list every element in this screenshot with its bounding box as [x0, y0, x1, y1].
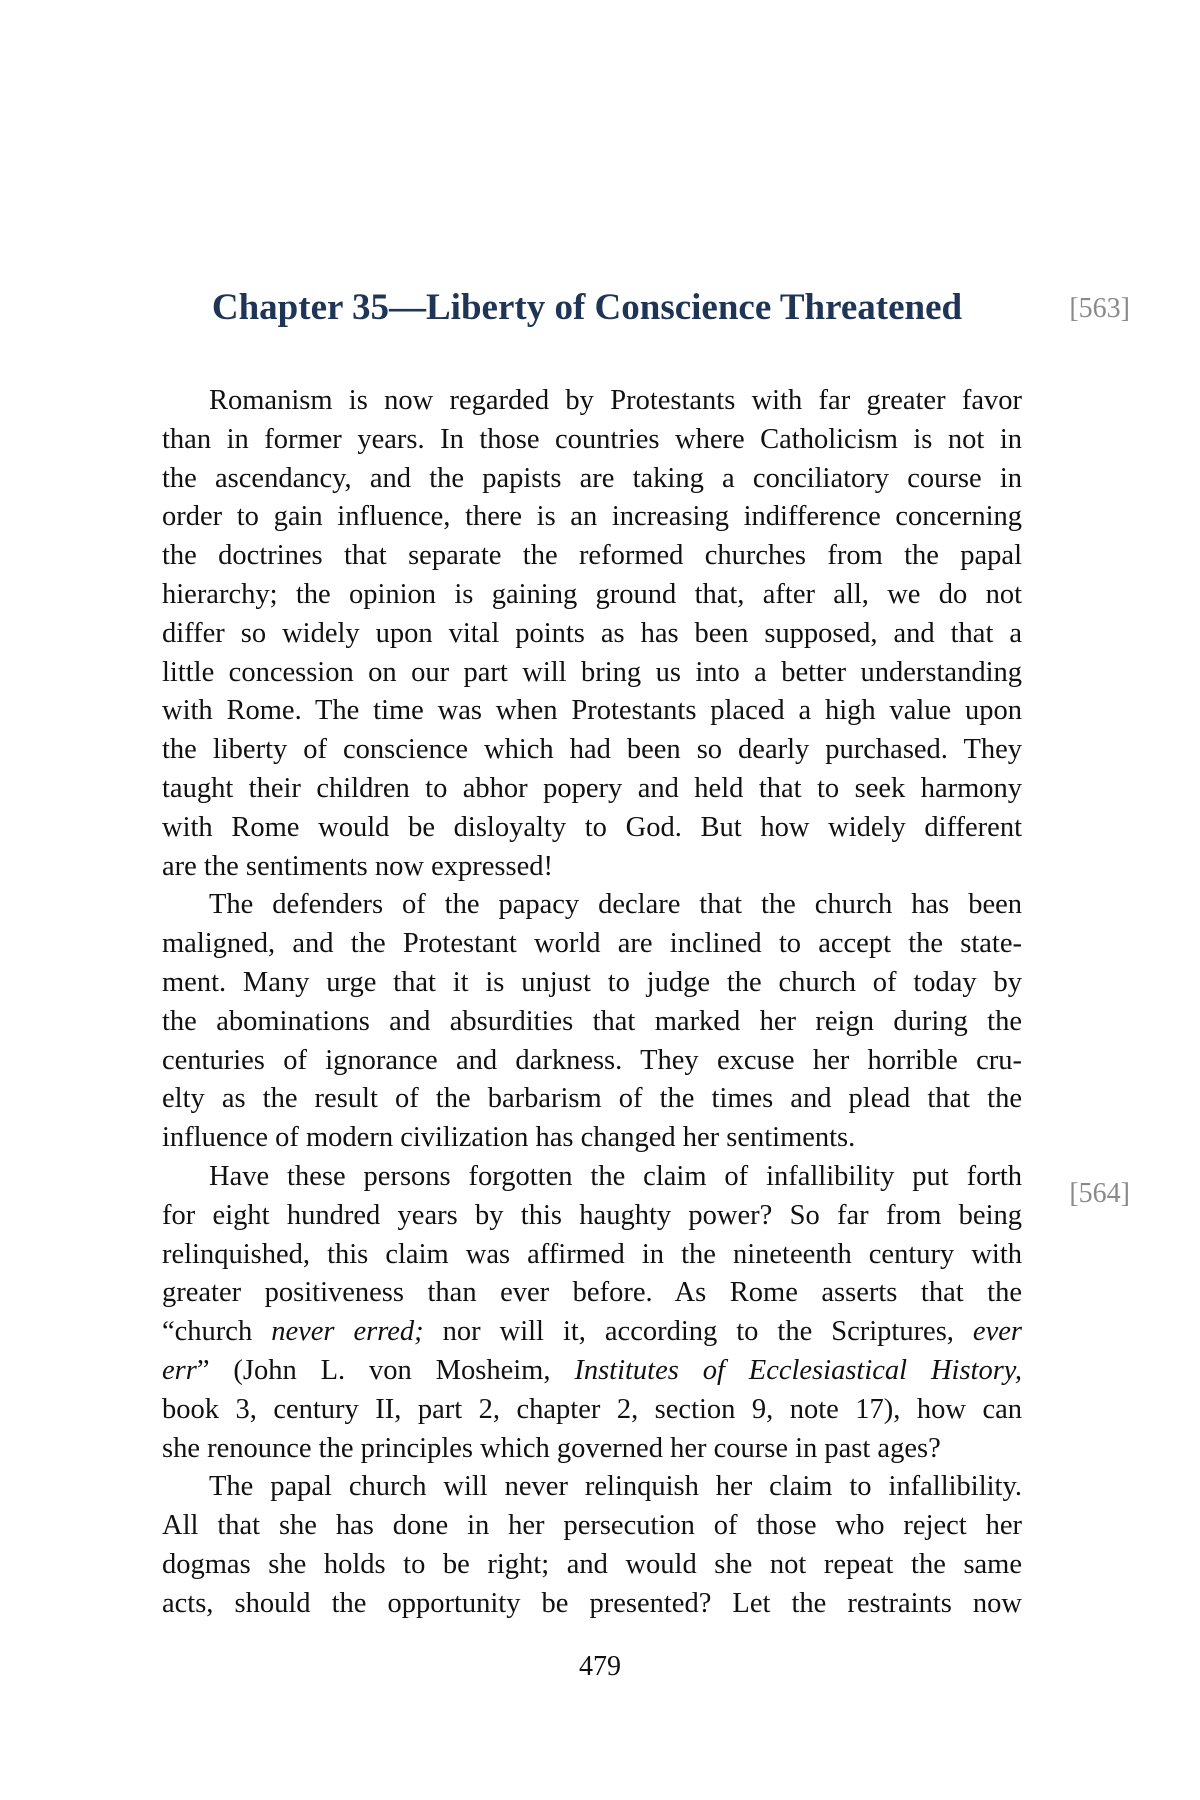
text-line: The defenders of the papacy declare that the church has been — [209, 889, 1022, 921]
text-line: relinquished, this claim was affirmed in the nineteenth century with — [162, 1238, 1022, 1270]
text-line: with Rome. The time was when Protestants placed a high value upon — [162, 695, 1022, 727]
text-line: The papal church will never relinquish her claim to infallibility. — [209, 1471, 1022, 1503]
text-line-with-italics — [162, 1313, 1022, 1352]
page-number: 479 — [579, 1651, 621, 1682]
paragraph-2 — [162, 886, 1022, 1158]
text-line: little concession on our part will bring us into a better understanding — [162, 656, 1022, 688]
text-line: Romanism is now regarded by Protestants with far greater favor — [209, 385, 1022, 416]
text-line: taught their children to abhor popery and held that to seek harmony — [162, 772, 1022, 804]
text-line: ment. Many urge that it is unjust to judge the church of today by — [162, 966, 1022, 998]
text-run: “church — [162, 1316, 272, 1348]
text-line: dogmas she holds to be right; and would she not repeat the same — [162, 1548, 1022, 1580]
text-line: maligned, and the Protestant world are inclined to accept the state- — [162, 928, 1022, 960]
paragraph-1 — [162, 382, 1022, 886]
italic-run: ever — [972, 1316, 1022, 1348]
text-line: Have these persons forgotten the claim of infallibility put forth — [209, 1160, 1022, 1192]
italic-run: never erred; — [271, 1316, 424, 1348]
text-line: greater positiveness than ever before. As Rome asserts that the — [162, 1277, 1022, 1309]
text-line: book 3, century II, part 2, chapter 2, section 9, note 17), how can — [162, 1393, 1022, 1425]
text-run: nor will it, according to the Scriptures, — [423, 1316, 973, 1348]
text-run: ” (John L. von Mosheim, — [196, 1354, 575, 1386]
text-line: centuries of ignorance and darkness. They excuse her horrible cru- — [162, 1044, 1022, 1076]
text-line: are the sentiments now expressed! — [162, 850, 553, 882]
text-line-with-italics — [162, 1352, 1022, 1391]
text-line: the ascendancy, and the papists are taking a conciliatory course in — [162, 462, 1022, 494]
italic-book-title: Institutes of Ecclesiastical History, — [574, 1354, 1023, 1386]
paragraph-4 — [162, 1468, 1022, 1623]
text-line: All that she has done in her persecution of those who reject her — [162, 1510, 1022, 1542]
text-line: the doctrines that separate the reformed churches from the papal — [162, 540, 1022, 572]
text-line: with Rome would be disloyalty to God. But how widely different — [162, 811, 1022, 843]
text-line: influence of modern civilization has changed her sentiments. — [162, 1122, 856, 1154]
marginal-page-ref-564: [564] — [1069, 1178, 1130, 1209]
text-line: order to gain influence, there is an increasing indifference concerning — [162, 501, 1022, 533]
italic-run: err — [162, 1354, 197, 1386]
text-line: the liberty of conscience which had been so dearly purchased. They — [162, 734, 1022, 766]
text-line: acts, should the opportunity be presented? Let the restraints now — [162, 1587, 1022, 1619]
text-line: hierarchy; the opinion is gaining ground that, after all, we do not — [162, 578, 1022, 610]
text-line: differ so widely upon vital points as has been supposed, and that a — [162, 617, 1022, 649]
text-line: than in former years. In those countries where Catholicism is not in — [162, 423, 1022, 455]
marginal-page-ref-563: [563] — [1069, 293, 1130, 324]
text-line: elty as the result of the barbarism of the times and plead that the — [162, 1083, 1022, 1115]
text-line: the abominations and absurdities that marked her reign during the — [162, 1005, 1022, 1037]
chapter-title: Chapter 35—Liberty of Conscience Threatened — [211, 287, 963, 328]
text-line: for eight hundred years by this haughty power? So far from being — [162, 1199, 1022, 1231]
text-line: she renounce the principles which governed her course in past ages? — [162, 1432, 941, 1464]
paragraph-3 — [162, 1158, 1022, 1468]
chapter-body — [162, 382, 1022, 1624]
